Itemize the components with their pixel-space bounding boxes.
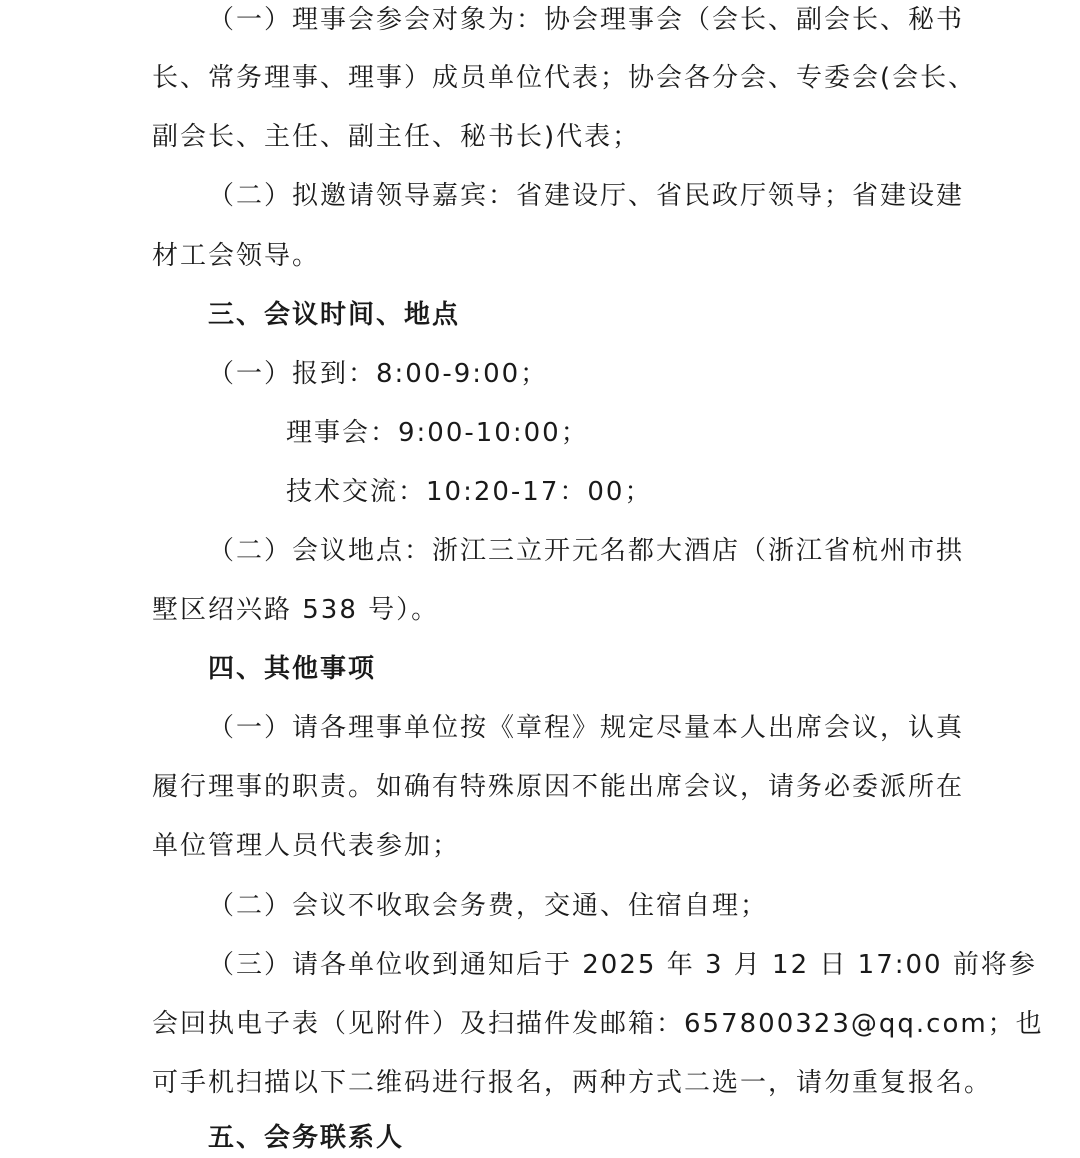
paragraph-line: 单位管理人员代表参加； (152, 831, 461, 861)
paragraph-line: 技术交流：10:20-17：00； (286, 477, 653, 507)
paragraph-line: 可手机扫描以下二维码进行报名，两种方式二选一，请勿重复报名。 (152, 1068, 993, 1098)
paragraph-line: 履行理事的职责。如确有特殊原因不能出席会议，请务必委派所在 (152, 772, 965, 802)
paragraph-line: 长、常务理事、理事）成员单位代表；协会各分会、专委会(会长、 (152, 63, 977, 93)
paragraph-line: 墅区绍兴路 538 号）。 (152, 595, 440, 625)
paragraph-line: （一）请各理事单位按《章程》规定尽量本人出席会议，认真 (208, 713, 965, 743)
section-heading: 三、会议时间、地点 (208, 300, 461, 330)
paragraph-line: 理事会：9:00-10:00； (286, 418, 589, 448)
paragraph-line: 会回执电子表（见附件）及扫描件发邮箱：657800323@qq.com；也 (152, 1009, 1044, 1039)
section-heading: 五、会务联系人 (208, 1123, 405, 1153)
paragraph-line: （二）会议不收取会务费，交通、住宿自理； (208, 891, 769, 921)
paragraph-line: （二）会议地点：浙江三立开元名都大酒店（浙江省杭州市拱 (208, 536, 965, 566)
paragraph-line: （一）报到：8:00-9:00； (208, 359, 549, 389)
paragraph-line: （一）理事会参会对象为：协会理事会（会长、副会长、秘书 (208, 5, 965, 35)
paragraph-line: （二）拟邀请领导嘉宾：省建设厅、省民政厅领导；省建设建 (208, 181, 965, 211)
section-heading: 四、其他事项 (208, 654, 377, 684)
paragraph-line: 材工会领导。 (152, 241, 321, 271)
paragraph-line: 副会长、主任、副主任、秘书长)代表； (152, 122, 641, 152)
paragraph-line: （三）请各单位收到通知后于 2025 年 3 月 12 日 17:00 前将参 (208, 950, 1037, 980)
